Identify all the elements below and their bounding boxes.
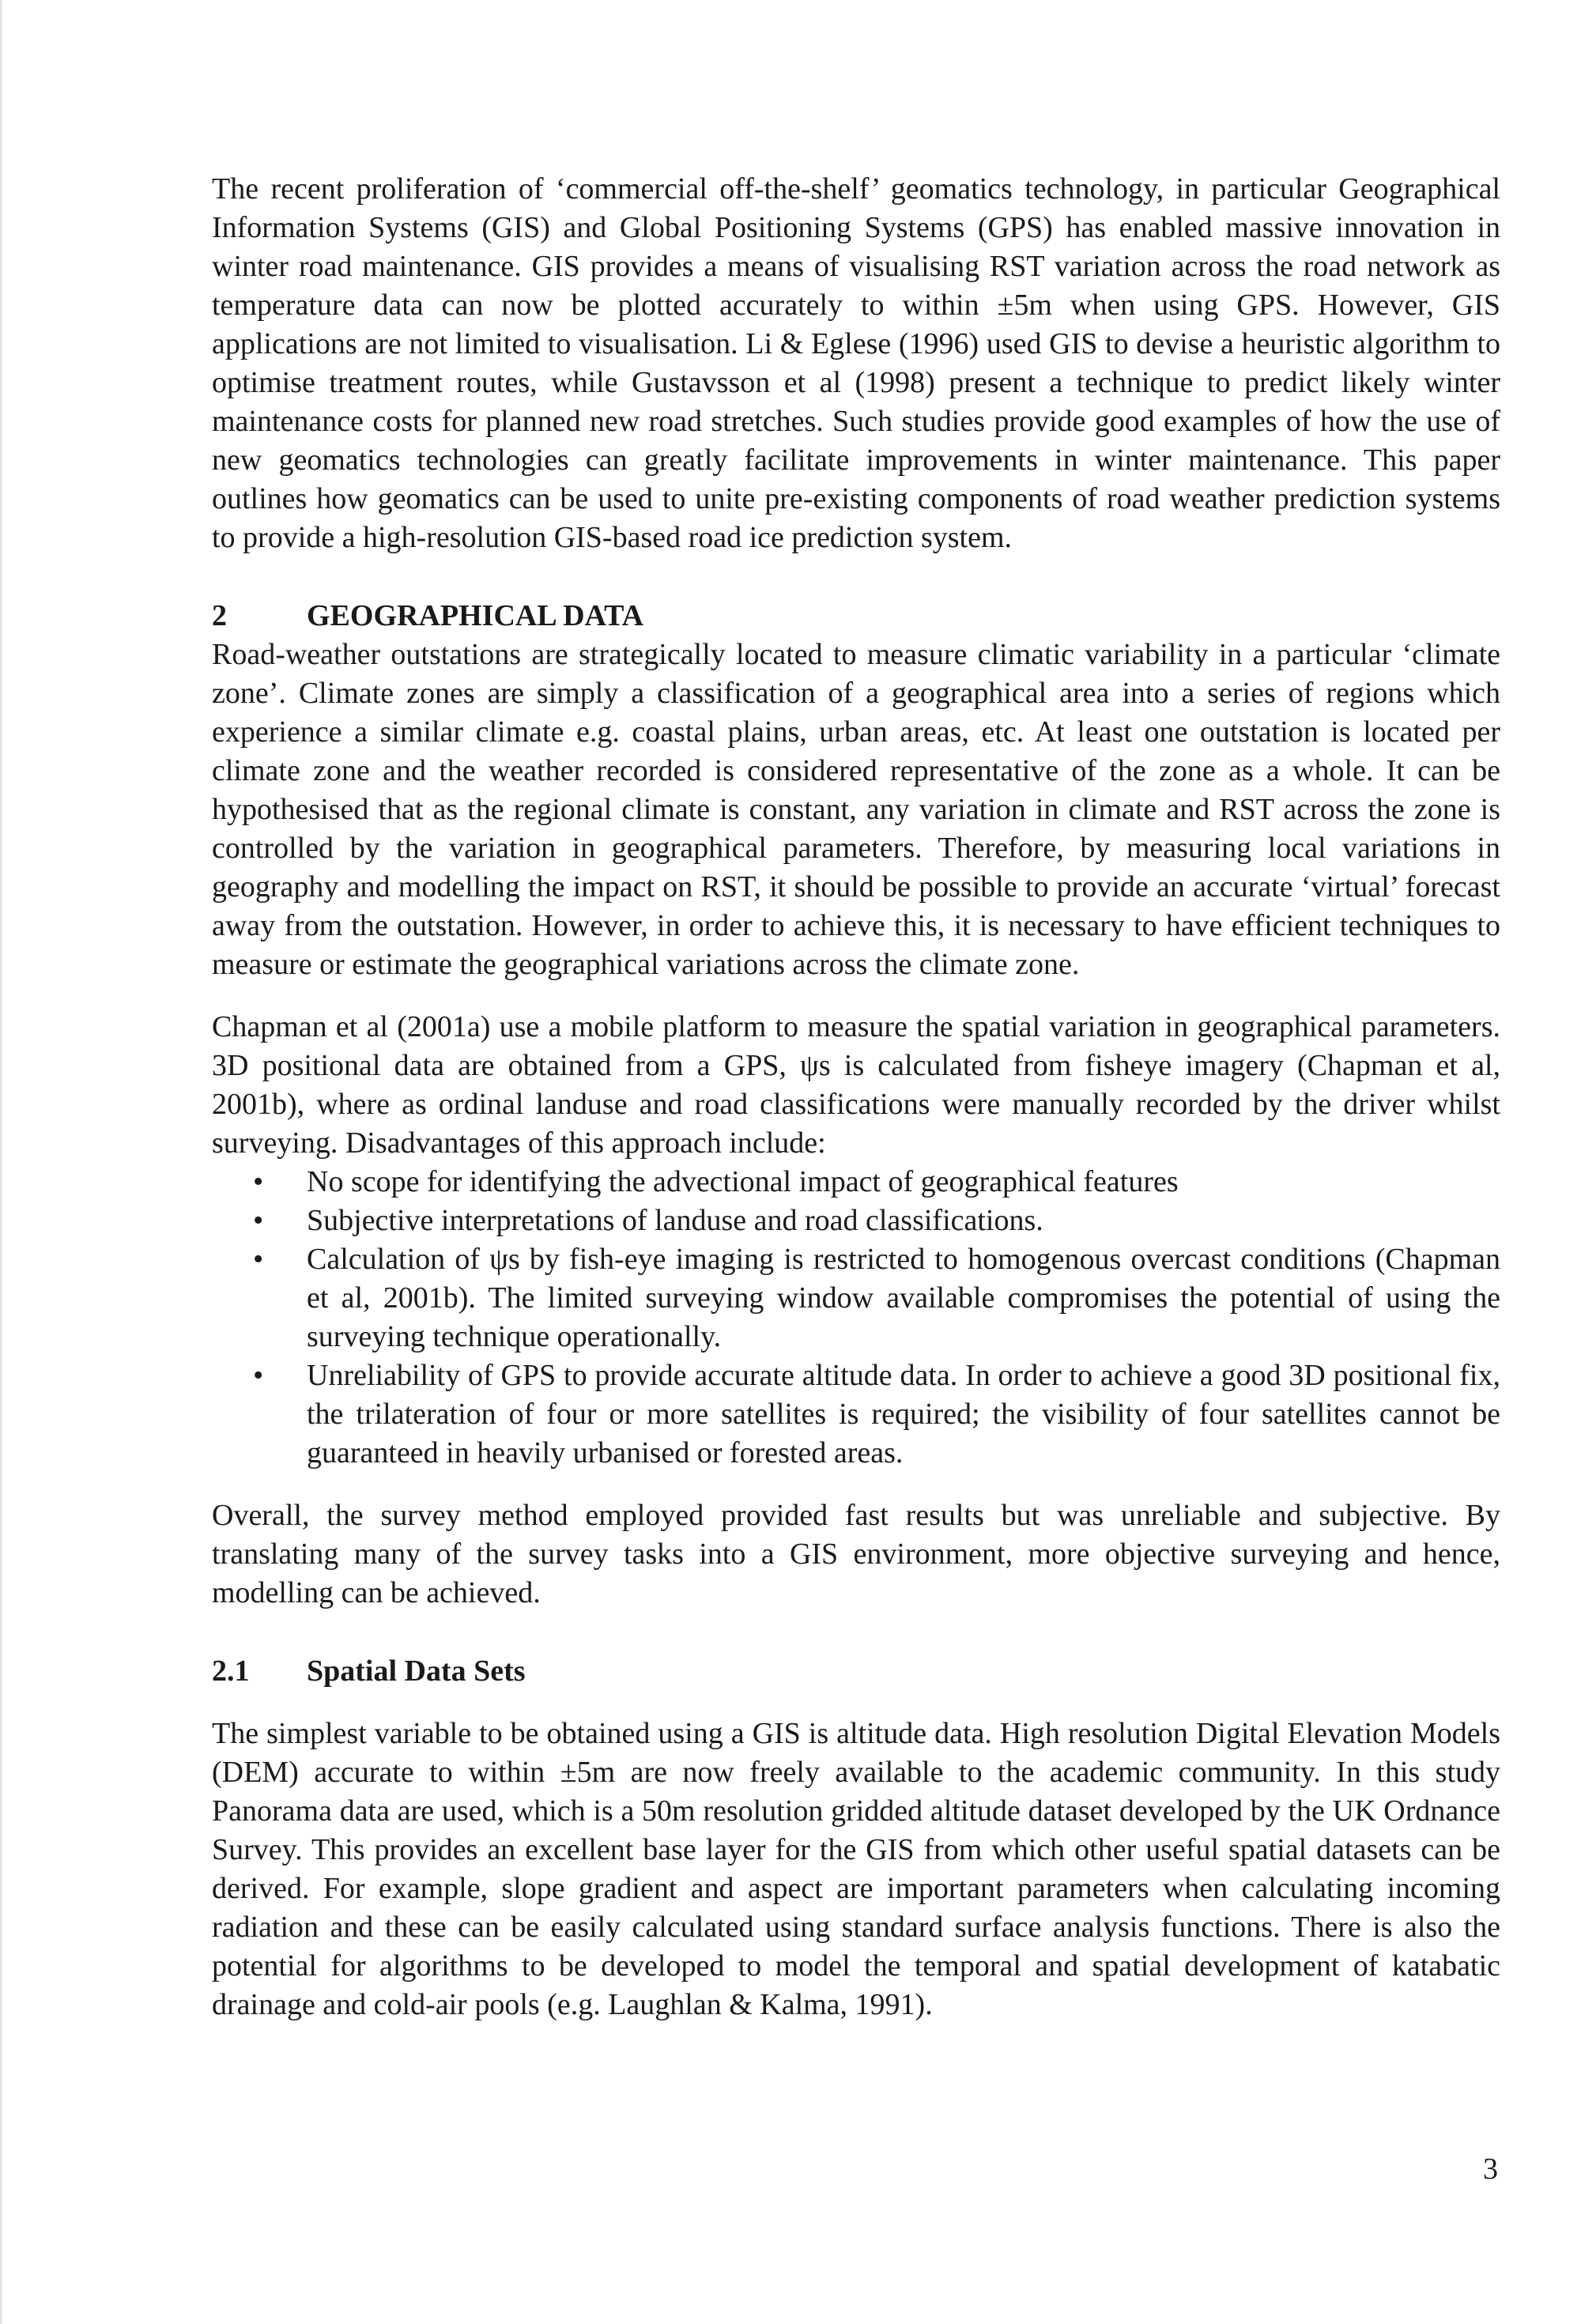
list-item	[253, 1356, 1500, 1473]
list-item	[253, 1202, 1500, 1240]
list-item-text: No scope for identifying the advectional impact of geographical features	[307, 1165, 1179, 1198]
list-item	[253, 1163, 1500, 1202]
page-number: 3	[1483, 2152, 1498, 2186]
section-title: GEOGRAPHICAL DATA	[307, 599, 644, 632]
disadvantages-list	[212, 1163, 1500, 1473]
list-item-text: Subjective interpretations of landuse and road classifications.	[307, 1204, 1043, 1237]
list-item-text: Calculation of ψs by fish-eye imaging is restricted to homogenous overcast conditions (Chapman et al, 2001b). The limited surveying window available compromises the potential of using the surveying technique operationally.	[307, 1243, 1500, 1353]
document-page	[212, 170, 1500, 2024]
section-2-paragraph-3: Overall, the survey method employed provided fast results but was unreliable and subjective. By translating many of the survey tasks into a GIS environment, more objective surveying and hence, modelling can be achieved.	[212, 1499, 1500, 1609]
intro-paragraph: The recent proliferation of ‘commercial off-the-shelf’ geomatics technology, in particular Geographical Information Systems (GIS) and Global Positioning Systems (GPS) has enabled massive innovation in winter road maintenance. GIS provides a means of visualising RST variation across the road network as temperature data can now be plotted accurately to within ±5m when using GPS. However, GIS applications are not limited to visualisation. Li & Eglese (1996) used GIS to devise a heuristic algorithm to optimise treatment routes, while Gustavsson et al (1998) present a technique to predict likely winter maintenance costs for planned new road stretches. Such studies provide good examples of how the use of new geomatics technologies can greatly facilitate improvements in winter maintenance. This paper outlines how geomatics can be used to unite pre-existing components of road weather prediction systems to provide a high-resolution GIS-based road ice prediction system.	[212, 172, 1500, 554]
list-item-text: Unreliability of GPS to provide accurate altitude data. In order to achieve a good 3D positional fix, the trilateration of four or more satellites is required; the visibility of four satellites cannot be guaranteed in heavily urbanised or forested areas.	[307, 1359, 1500, 1469]
section-title: Spatial Data Sets	[307, 1654, 526, 1688]
bullet-icon: •	[253, 1165, 264, 1198]
list-item	[253, 1240, 1500, 1356]
section-2-1-paragraph-1: The simplest variable to be obtained using a GIS is altitude data. High resolution Digital Elevation Models (DEM) accurate to within ±5m are now freely available to the academic community. In this study Panorama data are used, which is a 50m resolution gridded altitude dataset developed by the UK Ordnance Survey. This provides an excellent base layer for the GIS from which other useful spatial datasets can be derived. For example, slope gradient and aspect are important parameters when calculating incoming radiation and these can be easily calculated using standard surface analysis functions. There is also the potential for algorithms to be developed to model the temporal and spatial development of katabatic drainage and cold-air pools (e.g. Laughlan & Kalma, 1991).	[212, 1717, 1500, 2021]
bullet-icon: •	[253, 1204, 264, 1237]
section-2-1-heading	[212, 1652, 1500, 1691]
bullet-icon: •	[253, 1243, 264, 1276]
section-2-paragraph-2: Chapman et al (2001a) use a mobile platform to measure the spatial variation in geographical parameters. 3D positional data are obtained from a GPS, ψs is calculated from fisheye imagery (Chapman et al, 2001b), where as ordinal landuse and road classifications were manually recorded by the driver whilst surveying. Disadvantages of this approach include:	[212, 1010, 1500, 1160]
bullet-icon: •	[253, 1359, 264, 1392]
scan-margin-edge	[0, 0, 2, 2324]
section-2-paragraph-1: Road-weather outstations are strategically located to measure climatic variability in a particular ‘climate zone’. Climate zones are simply a classification of a geographical area into a series of regions which experience a similar climate e.g. coastal plains, urban areas, etc. At least one outstation is located per climate zone and the weather recorded is considered representative of the zone as a whole. It can be hypothesised that as the regional climate is constant, any variation in climate and RST across the zone is controlled by the variation in geographical parameters. Therefore, by measuring local variations in geography and modelling the impact on RST, it should be possible to provide an accurate ‘virtual’ forecast away from the outstation. However, in order to achieve this, it is necessary to have efficient techniques to measure or estimate the geographical variations across the climate zone.	[212, 638, 1500, 981]
section-number: 2	[212, 599, 227, 632]
section-2-heading	[212, 597, 1500, 636]
section-number: 2.1	[212, 1654, 250, 1688]
